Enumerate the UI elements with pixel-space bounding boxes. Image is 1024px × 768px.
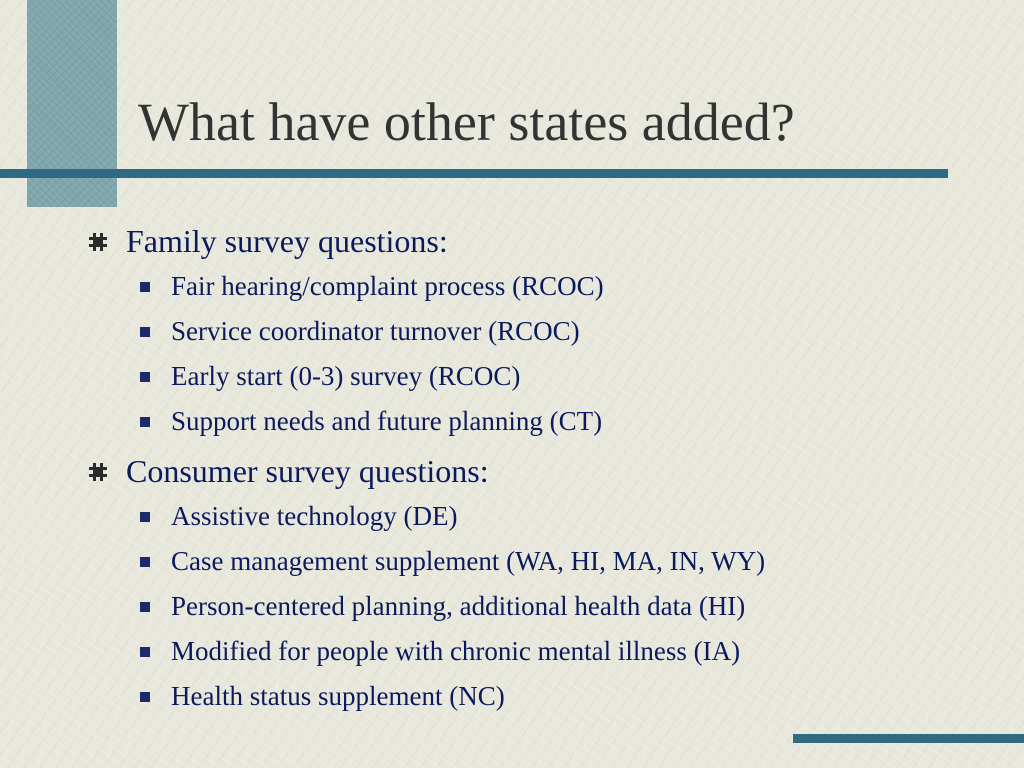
- list-item-label: Assistive technology (DE): [171, 501, 458, 531]
- list-item: [0, 584, 1024, 629]
- hash-bullet-icon: [88, 462, 108, 482]
- square-bullet-icon: [140, 557, 150, 567]
- square-bullet-icon: [140, 372, 150, 382]
- list-item: [0, 674, 1024, 719]
- section-heading-consumer: [0, 448, 1024, 494]
- hash-bullet-icon: [88, 232, 108, 252]
- title-rule: [0, 169, 948, 178]
- list-item-label: Early start (0-3) survey (RCOC): [171, 361, 521, 391]
- list-item-label: Modified for people with chronic mental illness (IA): [171, 636, 741, 666]
- bottom-rule: [793, 734, 1024, 743]
- square-bullet-icon: [140, 647, 150, 657]
- section-heading-label: Consumer survey questions:: [126, 453, 489, 489]
- square-bullet-icon: [140, 282, 150, 292]
- list-item-label: Case management supplement (WA, HI, MA, IN, WY): [171, 546, 766, 576]
- square-bullet-icon: [140, 512, 150, 522]
- section-heading-family: [0, 218, 1024, 264]
- list-item-label: Support needs and future planning (CT): [171, 406, 603, 436]
- list-item: [0, 354, 1024, 399]
- list-item: [0, 494, 1024, 539]
- list-item: [0, 629, 1024, 674]
- list-item: [0, 539, 1024, 584]
- list-item: [0, 309, 1024, 354]
- list-item: [0, 399, 1024, 444]
- list-item-label: Service coordinator turnover (RCOC): [171, 316, 580, 346]
- square-bullet-icon: [140, 602, 150, 612]
- square-bullet-icon: [140, 327, 150, 337]
- slide-title: What have other states added?: [138, 92, 795, 152]
- section-heading-label: Family survey questions:: [126, 223, 448, 259]
- slide-body: [0, 218, 1024, 719]
- list-item-label: Person-centered planning, additional health data (HI): [171, 591, 746, 621]
- list-item-label: Fair hearing/complaint process (RCOC): [171, 271, 604, 301]
- square-bullet-icon: [140, 692, 150, 702]
- square-bullet-icon: [140, 417, 150, 427]
- list-item-label: Health status supplement (NC): [171, 681, 505, 711]
- list-item: [0, 264, 1024, 309]
